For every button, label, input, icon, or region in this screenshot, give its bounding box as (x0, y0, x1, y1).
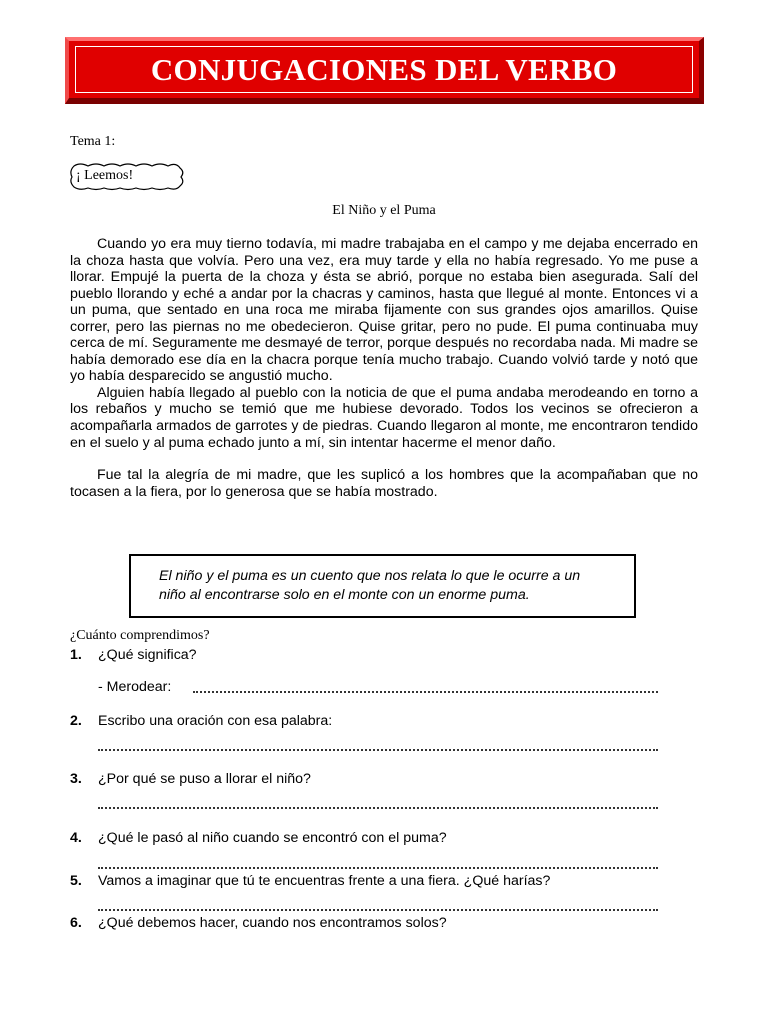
answer-line-2[interactable] (98, 747, 658, 751)
story-paragraph: Fue tal la alegría de mi madre, que les suplicó a los hombres que la acompañaban que no tocasen a la fiera, por lo generosa que se había mostrado. (70, 467, 698, 500)
page-title: CONJUGACIONES DEL VERBO (150, 51, 618, 87)
story-paragraph: Cuando yo era muy tierno todavía, mi madre trabajaba en el campo y me dejaba encerrado en la choza hasta que volvía. Pero una vez, era muy tarde y ella no había regresado. Yo me puse a llorar. Empujé la puerta de la choza y ésta se abrió, porque no estaba bien asegurada. Salí del pueblo llorando y eché a andar por la chacras y caminos, hasta que llegué al monte. Entonces vi a un puma, que sentado en una roca me miraba fijamente con sus grandes ojos amarillos. Quise correr, pero las piernas no me obedecieron. Quise gritar, pero no pude. El puma continuaba muy cerca de mí. Seguramente me desmayé de terror, porque después no recordaba nada. Mi madre se había demorado ese día en la chacra porque tenía mucho trabajo. Cuando volvió tarde y notó que yo había desparecido se angustió mucho. (70, 236, 698, 385)
story-body (70, 236, 698, 500)
question-number: 2. (70, 713, 82, 729)
answer-line-3[interactable] (98, 805, 658, 809)
answer-line-5[interactable] (98, 907, 658, 911)
questions-heading: ¿Cuánto comprendimos? (70, 628, 210, 643)
question-text: ¿Qué le pasó al niño cuando se encontró con el puma? (98, 830, 447, 846)
title-banner (65, 37, 704, 104)
merodear-label: - Merodear: (98, 679, 172, 695)
question-number: 6. (70, 915, 82, 931)
leemos-text: ¡ Leemos! (76, 168, 134, 183)
title-banner-inner (75, 46, 693, 93)
question-text: ¿Qué significa? (98, 647, 197, 663)
summary-text: El niño y el puma es un cuento que nos relata lo que le ocurre a un niño al encontrarse solo en el monte con un enorme puma. (159, 568, 581, 603)
question-text: Vamos a imaginar que tú te encuentras frente a una fiera. ¿Qué harías? (98, 873, 551, 889)
story-paragraph: Alguien había llegado al pueblo con la noticia de que el puma andaba merodeando en torno a los rebaños y mucho se temió que me hubiese devorado. Todos los vecinos se ofrecieron a acompañarla armados de garrotes y de piedras. Cuando llegaron al monte, me encontraron tendido en el suelo y al puma echado junto a mí, sin intentar hacerme el menor daño. (70, 384, 698, 451)
question-number: 4. (70, 830, 82, 846)
question-text: Escribo una oración con esa palabra: (98, 713, 333, 729)
leemos-bubble (68, 162, 182, 189)
question-text: ¿Por qué se puso a llorar el niño? (98, 771, 311, 787)
question-number: 3. (70, 771, 82, 787)
answer-line-4[interactable] (98, 865, 658, 869)
story-title: El Niño y el Puma (332, 203, 436, 218)
question-number: 5. (70, 873, 82, 889)
question-text: ¿Qué debemos hacer, cuando nos encontramos solos? (98, 915, 447, 931)
summary-box (129, 554, 636, 618)
tema-label: Tema 1: (70, 134, 116, 149)
question-number: 1. (70, 647, 82, 663)
answer-line-merodear[interactable] (193, 689, 658, 693)
